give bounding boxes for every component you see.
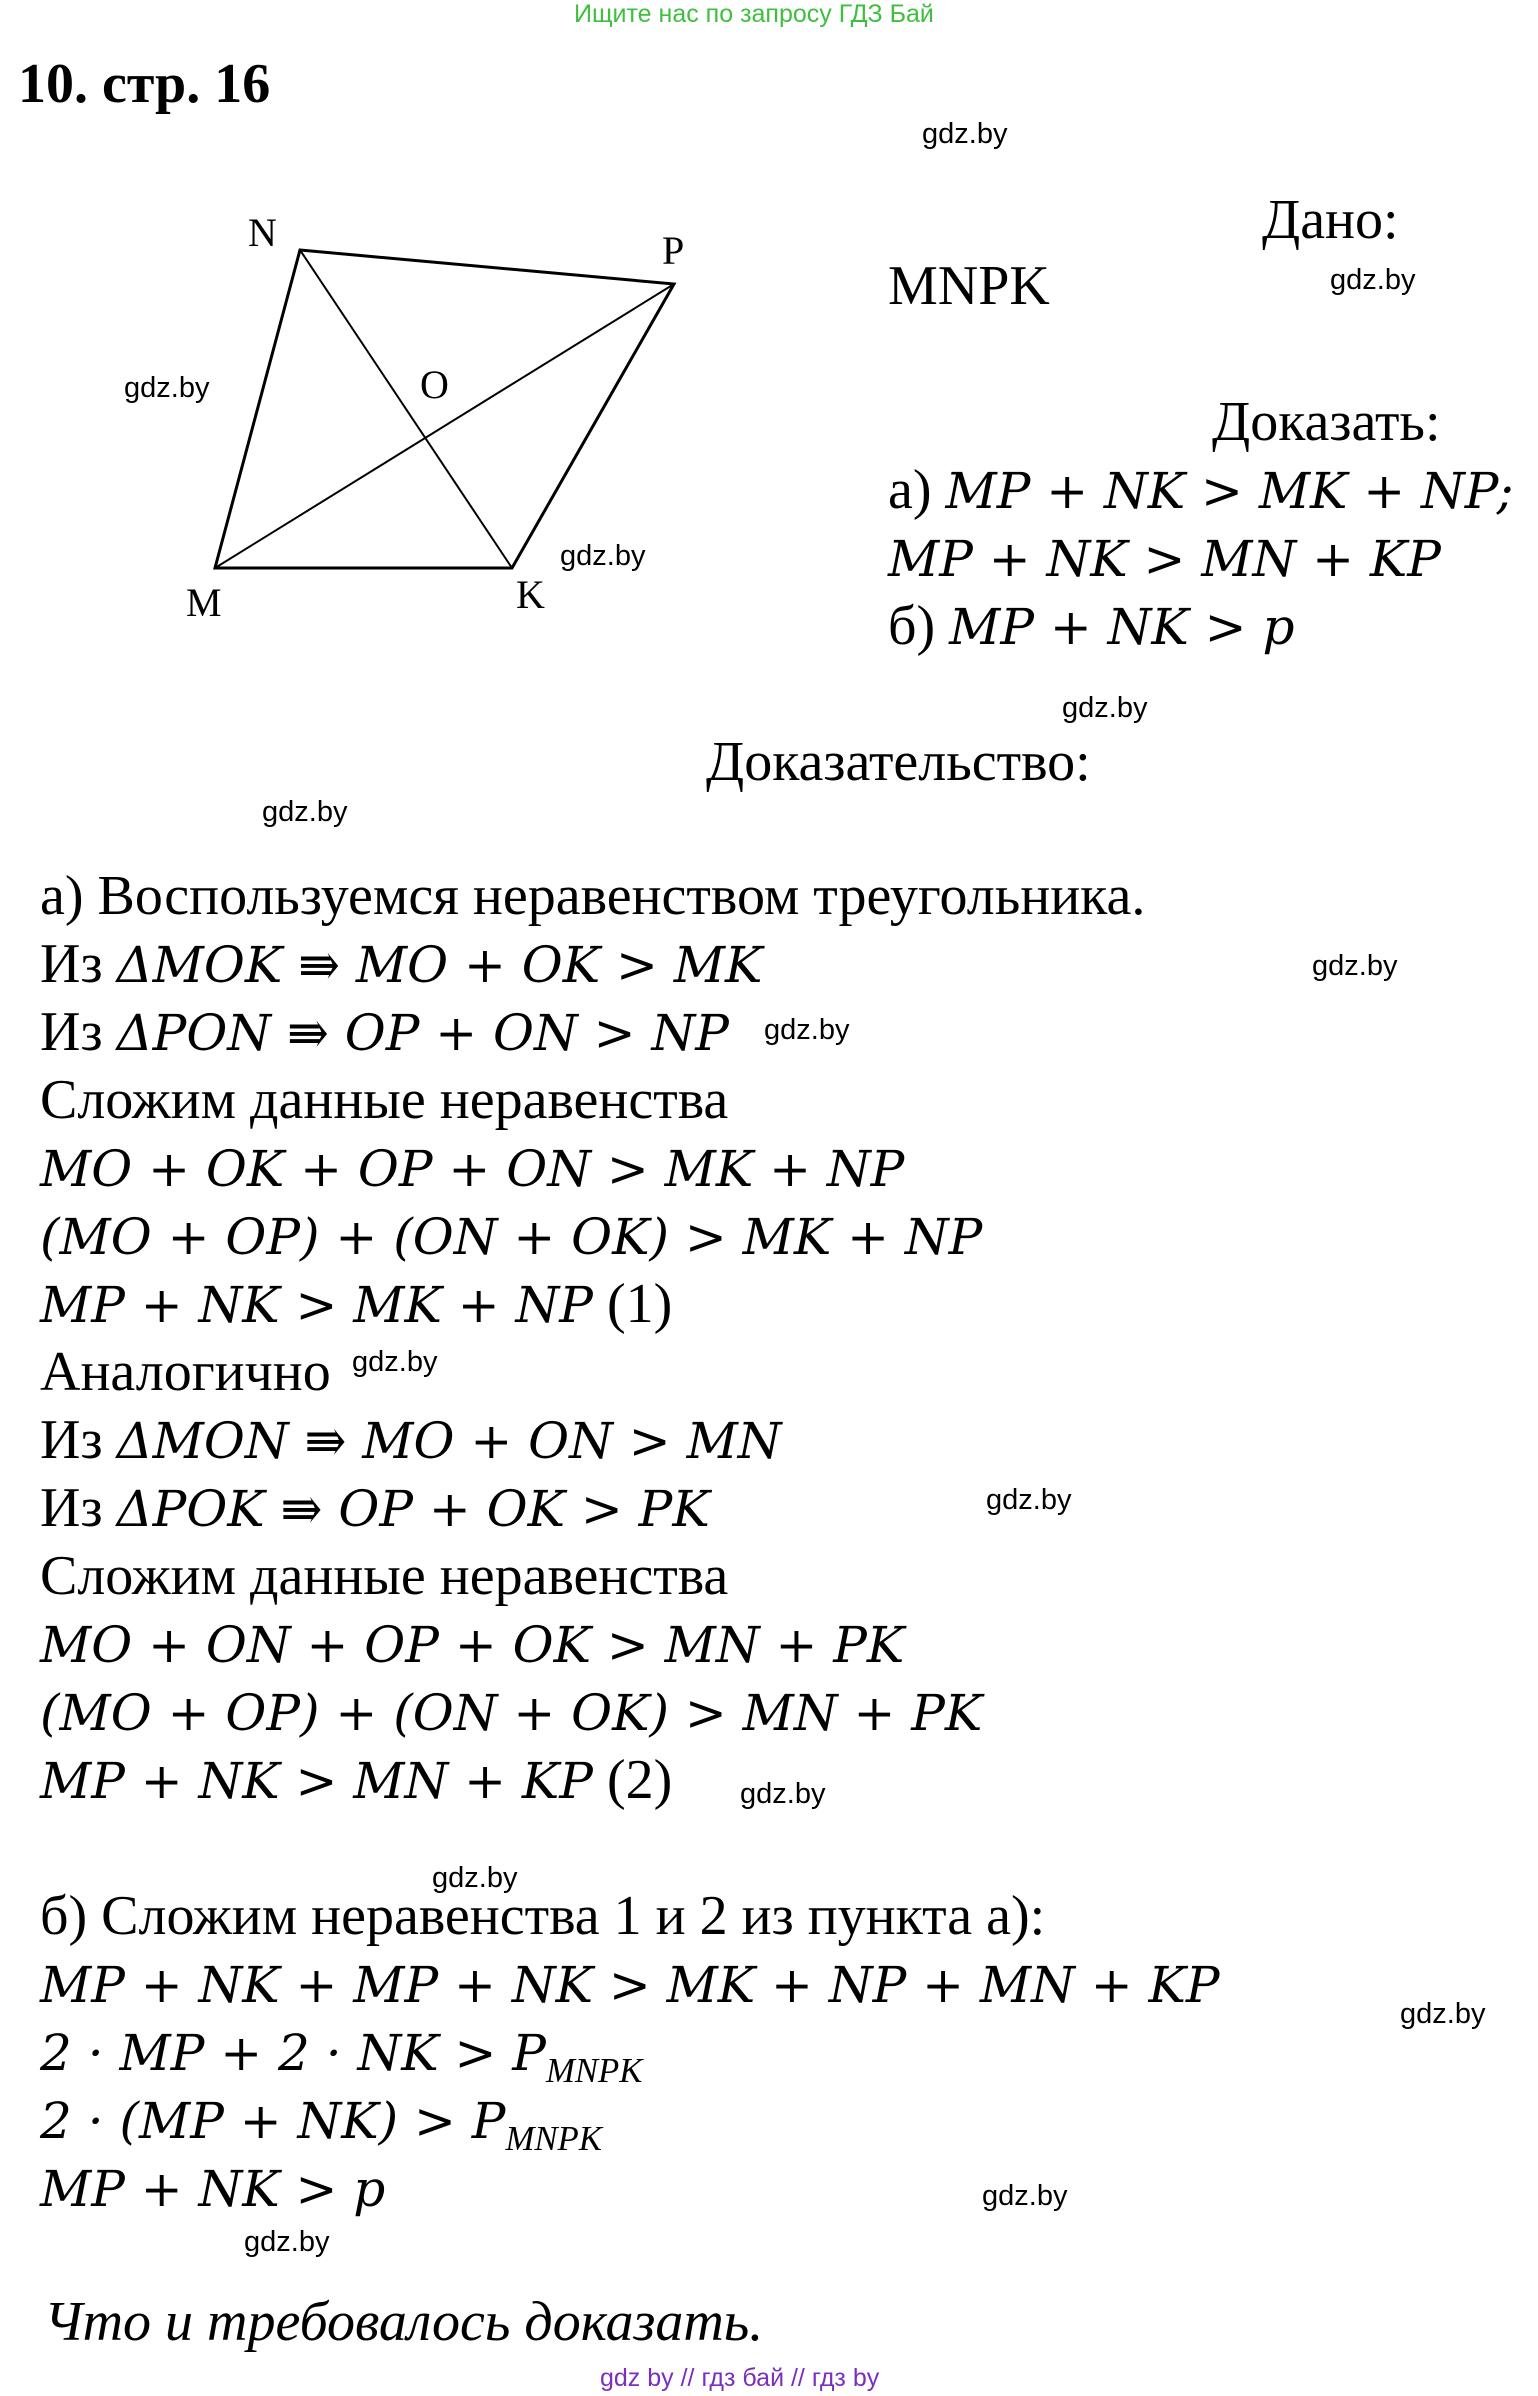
proof-line-2-math: ΔPON ⇛ OP + ON > NP xyxy=(116,1004,729,1062)
proof-line-8 xyxy=(40,1408,782,1472)
watermark: gdz.by xyxy=(262,796,348,828)
diagonal-nk xyxy=(300,250,512,568)
proof-line-9-math: ΔPOK ⇛ OP + OK > PK xyxy=(116,1480,710,1538)
proof-heading: Доказательство: xyxy=(706,731,1091,793)
perimeter-subscript: MNPK xyxy=(545,2051,643,2091)
proof-b-line-3 xyxy=(40,2088,602,2159)
given-label: Дано: xyxy=(1262,189,1399,251)
prove-b-math: MP + NK > p xyxy=(949,598,1295,656)
proof-sum-text-2: Сложим данные неравенства xyxy=(40,1545,729,1607)
watermark: gdz.by xyxy=(982,2180,1068,2212)
proof-line-2 xyxy=(40,1000,729,1064)
prove-b-prefix: б) xyxy=(888,595,950,657)
vertex-label-m: M xyxy=(186,580,222,625)
equation-tag-2: (2) xyxy=(592,1749,673,1811)
proof-line-8-math: ΔMON ⇛ MO + ON > MN xyxy=(116,1412,782,1470)
vertex-label-o: O xyxy=(420,362,449,407)
vertex-label-k: K xyxy=(516,572,545,617)
proof-line-11-math: MO + ON + OP + OK > MN + PK xyxy=(40,1616,905,1674)
iz-word: Из xyxy=(40,933,117,995)
proof-analog: Аналогично xyxy=(40,1341,331,1403)
watermark: gdz.by xyxy=(986,1484,1072,1516)
prove-a1-math: MP + NK > MK + NP; xyxy=(945,462,1514,520)
prove-b xyxy=(888,594,1294,658)
watermark: gdz.by xyxy=(244,2226,330,2258)
vertex-label-n: N xyxy=(248,210,277,255)
proof-line-13 xyxy=(40,1748,672,1812)
proof-line-11 xyxy=(40,1612,904,1676)
footer-links[interactable]: gdz by // гдз бай // гдз by xyxy=(600,2364,880,2392)
quadrilateral-mnpk xyxy=(215,250,674,568)
proof-sum-text-1: Сложим данные неравенства xyxy=(40,1069,729,1131)
proof-line-4 xyxy=(40,1136,904,1200)
proof-line-6 xyxy=(40,1272,672,1336)
proof-line-1 xyxy=(40,932,762,996)
proof-b-line-3-math: 2 · (MP + NK) > P xyxy=(40,2092,506,2150)
proof-line-6-math: MP + NK > MK + NP xyxy=(40,1276,593,1334)
proof-line-4-math: MO + OK + OP + ON > MK + NP xyxy=(40,1140,905,1198)
watermark: gdz.by xyxy=(740,1778,826,1810)
diagonal-mp xyxy=(215,284,674,568)
iz-word: Из xyxy=(40,1477,117,1539)
proof-b-line-2-math: 2 · MP + 2 · NK > P xyxy=(40,2024,546,2082)
prove-label: Доказать: xyxy=(1212,391,1441,453)
proof-b-line-1-math: MP + NK + MP + NK > MK + NP + MN + KP xyxy=(40,1956,1220,2014)
proof-b-line-1 xyxy=(40,1952,1220,2016)
page-title: 10. стр. 16 xyxy=(18,53,271,115)
proof-b-line-4-math: MP + NK > p xyxy=(40,2160,386,2218)
proof-line-13-math: MP + NK > MN + KP xyxy=(40,1752,593,1810)
watermark: gdz.by xyxy=(764,1014,850,1046)
conclusion: Что и требовалось доказать. xyxy=(44,2291,764,2353)
given-value: MNPK xyxy=(888,255,1050,317)
proof-line-5 xyxy=(40,1204,982,1268)
proof-b-line-2 xyxy=(40,2020,642,2091)
perimeter-subscript: MNPK xyxy=(505,2119,602,2159)
watermark: gdz.by xyxy=(124,372,210,404)
watermark: gdz.by xyxy=(1062,692,1148,724)
watermark: gdz.by xyxy=(1330,264,1416,296)
proof-b-line-4 xyxy=(40,2156,385,2220)
watermark: gdz.by xyxy=(1312,950,1398,982)
top-banner[interactable]: Ищите нас по запросу ГДЗ Бай xyxy=(574,0,934,28)
equation-tag-1: (1) xyxy=(592,1273,673,1335)
proof-line-12-math: (MO + OP) + (ON + OK) > MN + PK xyxy=(40,1684,983,1742)
proof-line-5-math: (MO + OP) + (ON + OK) > MK + NP xyxy=(40,1208,983,1266)
watermark: gdz.by xyxy=(922,118,1008,150)
watermark: gdz.by xyxy=(560,540,646,572)
proof-line-9 xyxy=(40,1476,710,1540)
prove-a1 xyxy=(888,458,1514,522)
watermark: gdz.by xyxy=(352,1346,438,1378)
watermark: gdz.by xyxy=(432,1862,518,1894)
iz-word: Из xyxy=(40,1001,117,1063)
iz-word: Из xyxy=(40,1409,117,1471)
proof-line-12 xyxy=(40,1680,982,1744)
watermark: gdz.by xyxy=(1400,1998,1486,2030)
prove-a-prefix: а) xyxy=(888,459,946,521)
proof-a-intro: а) Воспользуемся неравенством треугольника. xyxy=(40,865,1146,927)
proof-line-1-math: ΔMOK ⇛ MO + OK > MK xyxy=(116,936,763,994)
prove-a2 xyxy=(888,526,1441,590)
proof-b-intro: б) Сложим неравенства 1 и 2 из пункта а): xyxy=(40,1885,1046,1947)
prove-a2-math: MP + NK > MN + KP xyxy=(888,530,1441,588)
vertex-label-p: P xyxy=(662,228,685,273)
